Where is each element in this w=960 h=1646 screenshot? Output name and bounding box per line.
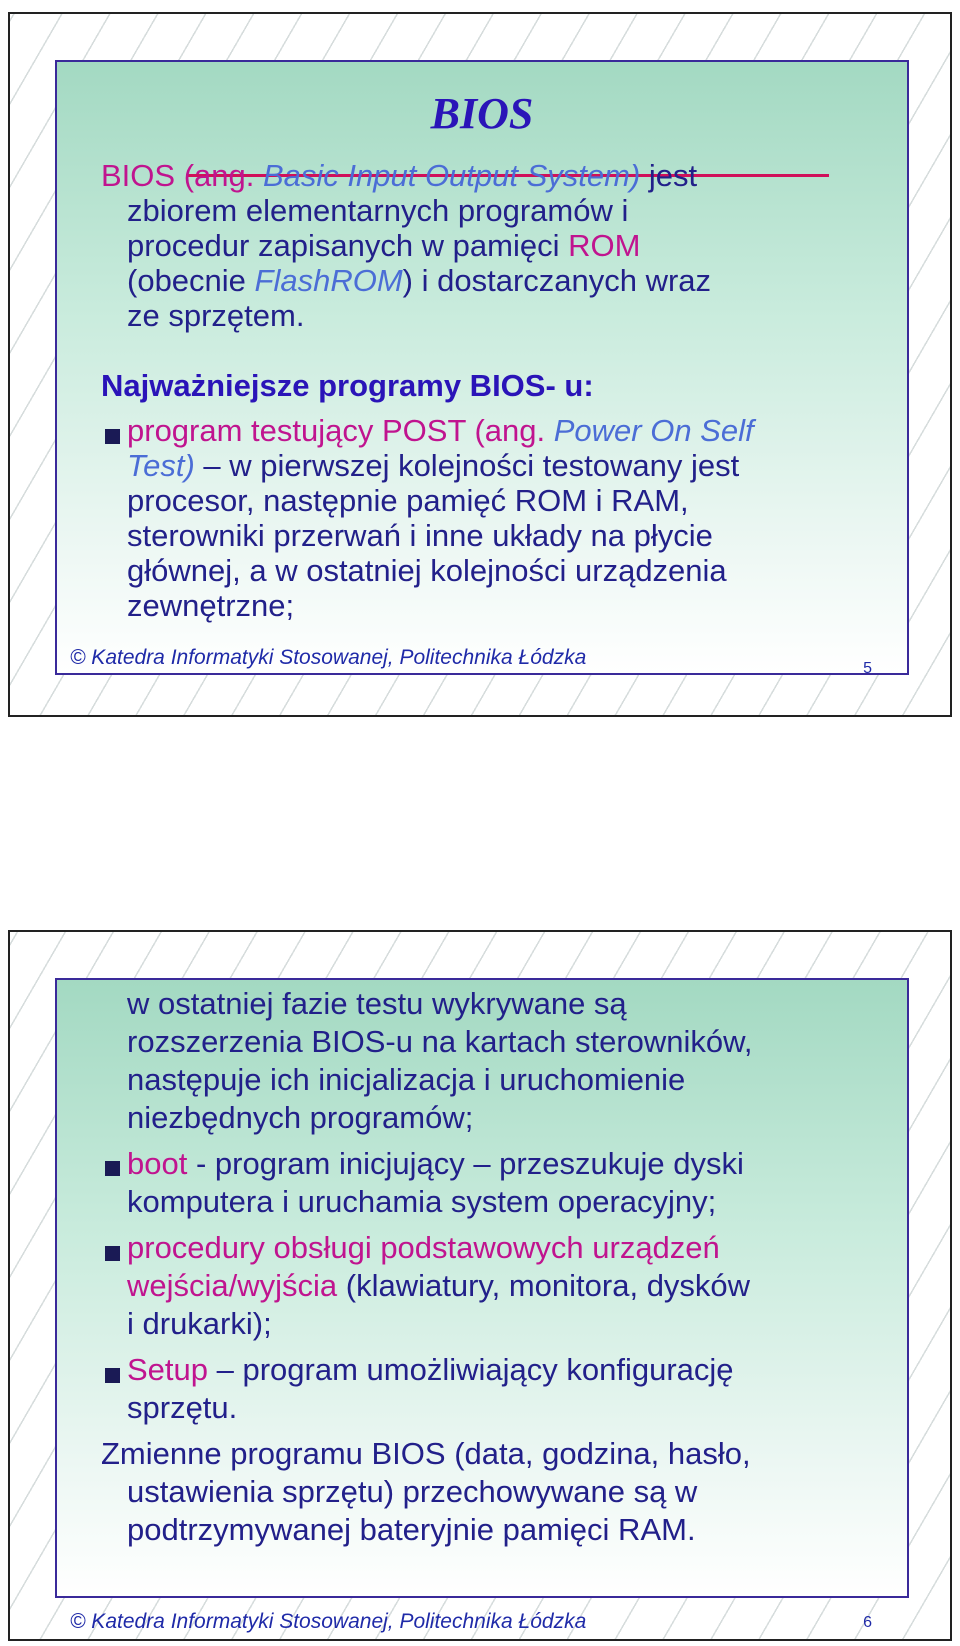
line-text: ) i dostarczanych wraz <box>402 263 712 298</box>
boot-line-2: komputera i uruchamia system operacyjny; <box>127 1184 717 1219</box>
post-line-5: głównej, a w ostatniej kolejności urządzenia <box>127 553 727 588</box>
bullet-square-icon <box>105 1368 120 1383</box>
cont-line-4: niezbędnych programów; <box>127 1100 474 1135</box>
slide-title: BIOS <box>430 89 534 138</box>
post-term: program testujący POST (ang. <box>127 413 554 448</box>
boot-line-1 <box>127 1146 744 1181</box>
io-term-end: wejścia/wyjścia <box>127 1268 338 1303</box>
section-heading: Najważniejsze programy BIOS- u: <box>101 368 594 403</box>
io-line-2 <box>127 1268 750 1303</box>
bios-definition-line-3 <box>127 228 640 263</box>
cont-line-2: rozszerzenia BIOS-u na kartach sterowników, <box>127 1024 753 1059</box>
bullet-square-icon <box>105 429 120 444</box>
io-line-3: i drukarki); <box>127 1306 272 1341</box>
bios-definition-line-4 <box>127 263 711 298</box>
post-line-6: zewnętrzne; <box>127 588 295 623</box>
bullet-square-icon <box>105 1161 120 1176</box>
line-text: – w pierwszej kolejności testowany jest <box>194 448 740 483</box>
bios-expansion: Basic Input Output System) <box>262 158 641 193</box>
line-text: – program umożliwiający konfigurację <box>208 1352 734 1387</box>
footer-copyright: © Katedra Informatyki Stosowanej, Politechnika Łódzka <box>70 646 587 669</box>
post-line-4: sterowniki przerwań i inne układy na płycie <box>127 518 713 553</box>
vars-line-1: Zmienne programu BIOS (data, godzina, hasło, <box>101 1436 751 1471</box>
flashrom-term: FlashROM <box>254 263 403 298</box>
post-line-3: procesor, następnie pamięć ROM i RAM, <box>127 483 689 518</box>
slide-panel <box>55 60 909 675</box>
cont-line-3: następuje ich inicjalizacja i uruchomienie <box>127 1062 686 1097</box>
bios-definition-text: jest <box>640 158 698 193</box>
vars-line-3: podtrzymywanej bateryjnie pamięci RAM. <box>127 1512 696 1547</box>
line-text: procedur zapisanych w pamięci <box>127 228 569 263</box>
io-term: procedury obsługi podstawowych urządzeń <box>127 1230 720 1265</box>
bios-definition-line-2: zbiorem elementarnych programów i <box>127 193 629 228</box>
setup-term: Setup <box>127 1352 209 1387</box>
cont-line-1: w ostatniej fazie testu wykrywane są <box>127 986 627 1021</box>
post-expansion-end: Test) <box>127 448 195 483</box>
bios-definition-line-1 <box>101 158 697 193</box>
post-line-2 <box>127 448 739 483</box>
io-line-1 <box>127 1230 720 1265</box>
bios-definition-line-5: ze sprzętem. <box>127 298 305 333</box>
post-line-1 <box>127 413 754 448</box>
footer-copyright: © Katedra Informatyki Stosowanej, Politechnika Łódzka <box>70 1610 587 1633</box>
line-text: (klawiatury, monitora, dysków <box>337 1268 751 1303</box>
setup-line-1 <box>127 1352 734 1387</box>
vars-line-2: ustawienia sprzętu) przechowywane są w <box>127 1474 698 1509</box>
slide-5 <box>8 12 952 717</box>
rom-term: ROM <box>568 228 641 263</box>
setup-line-2: sprzętu. <box>127 1390 238 1425</box>
page-number: 5 <box>863 660 872 677</box>
slide-6 <box>8 930 952 1641</box>
slide-panel <box>55 978 909 1598</box>
line-text: - program inicjujący – przeszukuje dyski <box>187 1146 744 1181</box>
post-expansion: Power On Self <box>553 413 754 448</box>
page-number: 6 <box>863 1614 872 1631</box>
boot-term: boot <box>127 1146 188 1181</box>
line-text: (obecnie <box>127 263 255 298</box>
bios-term: BIOS (ang. <box>101 158 263 193</box>
bullet-square-icon <box>105 1246 120 1261</box>
